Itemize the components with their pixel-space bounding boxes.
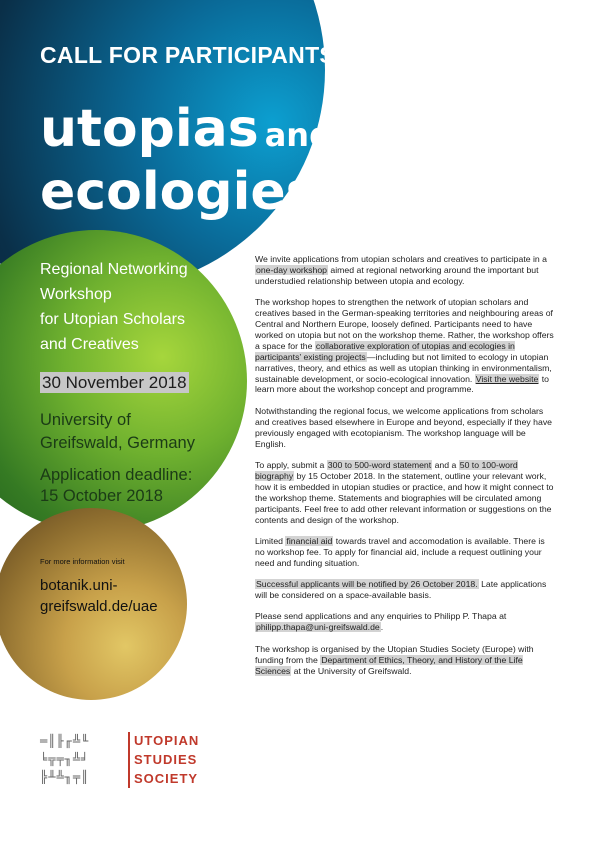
call-heading: CALL FOR PARTICIPANTS [40, 42, 336, 68]
info-url-link[interactable] [40, 575, 190, 617]
department-link[interactable]: Department of Ethics, Theory, and History of the Life Sciences [255, 654, 523, 676]
logo-glyph-row: ╠╨╩╖╤║ [40, 770, 90, 784]
workshop-date: 30 November 2018 [42, 373, 187, 392]
title-utopias: utopias [40, 99, 259, 159]
paragraph-aims: The workshop hopes to strengthen the network of utopian scholars and creatives based in the German-speaking territories and neighbouring areas of Central and Northern Europe, loosely defined. Participants need to have worked on utopia but not on the workshop theme. Rather, the workshop offers a space for the collaborative exploration of utopias and ecologies in participants’ existing projects—including but not limited to ecology in utopian narratives, theory, and ethics as well as utopian thinking in environmentalism, sustainable development, or socio-ecological innovation. Visit the website to learn more about the workshop concept and programme. [255, 297, 554, 395]
title-line-1 [40, 99, 332, 159]
society-name-line: UTOPIAN [134, 733, 200, 748]
location-line: University of [40, 411, 131, 429]
workshop-subtitle [40, 257, 240, 357]
paragraph-regional-focus: Notwithstanding the regional focus, we welcome applications from scholars and creatives based elsewhere in Europe and beyond, especially if they have previously engaged with ecotopianism. The workshop language will be English. [255, 405, 553, 449]
highlight-collaborative-exploration: collaborative exploration of utopias and ecologies in participants’ existing projects [255, 340, 515, 362]
subtitle-line: Regional Networking [40, 261, 188, 278]
deadline-line: 15 October 2018 [40, 487, 163, 505]
paragraph-intro: We invite applications from utopian scholars and creatives to participate in a one-day workshop aimed at regional networking around the important but understudied relationship between utopia and ecology. [255, 254, 547, 286]
logo-divider [128, 732, 130, 788]
subtitle-line: Workshop [40, 286, 112, 303]
logo-glyph-row: ╘╦╤╖╩╛ [40, 752, 90, 766]
location-line: Greifswald, Germany [40, 434, 195, 452]
deadline-line: Application deadline: [40, 466, 193, 484]
body-text [255, 254, 555, 687]
society-name-logo [134, 731, 199, 788]
workshop-location [40, 409, 250, 455]
highlight-financial-aid: financial aid [286, 535, 333, 546]
title-and: and [264, 116, 332, 154]
title-line-2: ecologies [40, 162, 317, 222]
utopian-script-logo [40, 732, 124, 786]
highlight-notification: Successful applicants will be notified by 26 October 2018. [256, 579, 478, 590]
contact-email-link[interactable]: philipp.thapa@uni-greifswald.de [256, 622, 380, 633]
subtitle-line: for Utopian Scholars [40, 311, 185, 328]
more-info-label: For more information visit [40, 557, 125, 566]
subtitle-line: and Creatives [40, 336, 139, 353]
paragraph-organiser: The workshop is organised by the Utopian Studies Society (Europe) with funding from the Department of Ethics, Theory, and History of the Life Sciences at the University of Greifswald. [255, 643, 534, 676]
society-name-line: SOCIETY [134, 771, 199, 786]
paragraph-financial-aid: Limited financial aid towards travel and accomodation is available. There is no workshop fee. To apply for financial aid, include a request outlining your need and funding situation. [255, 535, 545, 568]
paragraph-notification: Successful applicants will be notified by 26 October 2018. Late applications will be considered on a space-available basis. [255, 579, 547, 601]
application-deadline [40, 465, 250, 507]
visit-website-link[interactable]: Visit the website [475, 373, 539, 384]
paragraph-apply: To apply, submit a 300 to 500-word statement and a 50 to 100-word biography by 15 October 2018. In the statement, outline your relevant work, how it is embedded in utopian studies or practice, and how it might connect to the workshop theme. Statements and biographies will be circulated among participants. Feel free to add other relevant information or suggestions on the contents and design of the workshop. [255, 460, 554, 525]
paragraph-contact: Please send applications and any enquiries to Philipp P. Thapa at philipp.thapa@uni-greifswald.de. [255, 611, 507, 633]
url-line[interactable]: greifswald.de/uae [40, 598, 158, 615]
url-line[interactable]: botanik.uni- [40, 577, 118, 594]
highlight-one-day-workshop: one-day workshop [256, 264, 327, 275]
highlight-statement: 300 to 500-word statement [327, 460, 432, 470]
logo-glyph-row: ═║╟╓╩╙ [40, 734, 90, 748]
highlight-biography: 50 to 100-word biography [255, 460, 518, 481]
society-name-line: STUDIES [134, 752, 198, 767]
